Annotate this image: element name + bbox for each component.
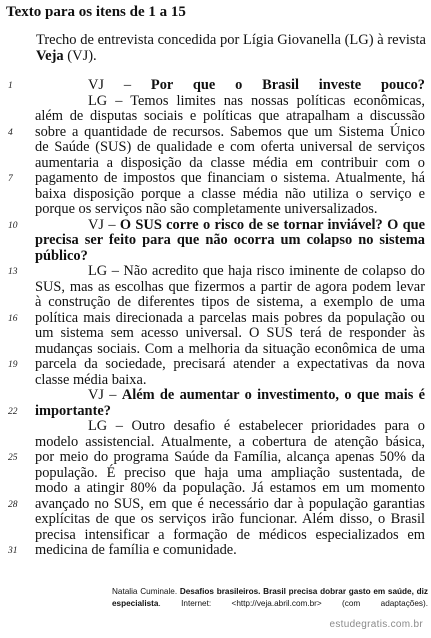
line-text [35, 357, 425, 373]
answer-text: além de disputas sociais e políticas que atrapalham a discussão [35, 108, 425, 124]
line-number: 22 [8, 406, 18, 417]
watermark: estudegratis.com.br [329, 619, 423, 630]
intro-paragraph [36, 32, 426, 64]
text-line [0, 171, 431, 187]
line-text [35, 249, 425, 265]
line-text [35, 140, 425, 156]
text-line [0, 512, 431, 528]
line-number: 25 [8, 453, 18, 463]
line-text [35, 171, 425, 187]
text-line [0, 233, 431, 249]
answer-text: população. É preciso que haja uma ampliação sustentada, de [35, 464, 425, 481]
answer-text: LG – Temos limites nas nossas políticas econômicas, [88, 92, 425, 109]
line-text [35, 404, 425, 420]
answer-text: modo a atingir 80% da população. Já estamos em um momento [35, 480, 425, 496]
line-text [35, 187, 425, 203]
line-text [35, 156, 425, 172]
line-text [35, 109, 425, 125]
text-line [0, 466, 431, 482]
line-text [35, 233, 425, 249]
text-line [0, 202, 431, 218]
source-citation [112, 586, 428, 610]
text-line [0, 497, 431, 513]
answer-text: pagamento de impostos que financiam o sistema. Atualmente, há [35, 170, 425, 186]
answer-text: SUS, mas as escolhas que fizermos a partir de agora podem levar [35, 278, 425, 295]
line-text [35, 326, 425, 342]
line-text [35, 528, 425, 544]
question-text: Além de aumentar o investimento, o que mais é [121, 387, 425, 403]
line-text [35, 481, 425, 497]
line-text [35, 295, 425, 311]
answer-text: precisa intensificar a formação de médicos especializados em [35, 526, 425, 543]
line-text [88, 78, 425, 94]
text-line [0, 404, 431, 420]
answer-text: parcela da sociedade, precisará atender a expectativas da nova [35, 356, 425, 372]
intro-text-end: (VJ). [63, 48, 97, 64]
text-line [0, 280, 431, 296]
answer-text: política mais direcionada a parcelas mais pobres da população ou [35, 309, 425, 326]
intro-text: Trecho de entrevista concedida por Lígia Giovanella (LG) à revista [36, 32, 426, 48]
line-text [35, 280, 425, 296]
answer-text: classe média baixa. [35, 371, 147, 388]
speaker-label: VJ – [88, 387, 122, 403]
magazine-name: Veja [36, 48, 64, 64]
text-line [0, 94, 431, 110]
text-line [0, 326, 431, 342]
answer-text: por meio do programa Saúde da Família, alcança apenas 50% da [35, 449, 425, 465]
line-text [35, 435, 425, 451]
source-title: Desafios brasileiros. Brasil precisa dobrar gasto em saúde, diz especialista [112, 587, 428, 608]
answer-text: medicina de família e comunidade. [35, 542, 237, 558]
answer-text: avançado no SUS, em que é necessário dar à população garantias [35, 495, 425, 512]
text-line [0, 249, 431, 265]
line-text [35, 450, 425, 466]
text-line [0, 543, 431, 559]
line-text [88, 218, 425, 234]
answer-text: LG – Não acredito que haja risco iminente de colapso do [88, 263, 425, 279]
text-line [0, 109, 431, 125]
source-rest: . Internet: <http://veja.abril.com.br> (com adaptações). [158, 599, 428, 608]
question-text: Por que o Brasil investe pouco? [150, 77, 426, 93]
question-text: importante? [35, 402, 111, 419]
line-text [88, 388, 425, 404]
line-text [35, 125, 425, 141]
text-line [0, 342, 431, 358]
answer-text: porque os serviços não são completamente universalizados. [35, 201, 378, 217]
line-text [35, 373, 425, 389]
text-line [0, 435, 431, 451]
line-text [35, 342, 425, 358]
text-line [0, 388, 431, 404]
text-line [0, 187, 431, 203]
text-line [0, 140, 431, 156]
line-number: 13 [8, 267, 18, 277]
line-number: 19 [8, 360, 18, 370]
speaker-label: VJ – [88, 216, 120, 233]
answer-text: modelo assistencial. Atualmente, a cobertura de atenção básica, [35, 433, 425, 450]
text-line [0, 357, 431, 373]
line-text [35, 512, 425, 528]
line-text [35, 466, 425, 482]
text-line [0, 311, 431, 327]
text-line [0, 419, 431, 435]
text-line [0, 481, 431, 497]
question-text: público? [35, 247, 88, 264]
line-text [88, 264, 425, 280]
text-line [0, 218, 431, 234]
line-number: 28 [8, 499, 18, 510]
answer-text: explícitas de que os serviços irão funcionar. Além disso, o Brasil [35, 511, 425, 527]
answer-text: um sistema sem acesso universal. O SUS terá de responder às [35, 325, 425, 341]
line-number: 16 [8, 313, 18, 324]
text-line [0, 156, 431, 172]
answer-text: LG – Outro desafio é estabelecer prioridades para o [88, 418, 425, 434]
interview-text [0, 78, 431, 559]
text-line [0, 373, 431, 389]
question-text: precisa ser feito para que não ocorra um colapso no sistema [35, 232, 425, 248]
text-line [0, 450, 431, 466]
text-line [0, 295, 431, 311]
line-text [35, 543, 425, 559]
answer-text: sobre a quantidade de recursos. Sabemos que um Sistema Único [35, 123, 425, 140]
line-text [35, 202, 425, 218]
line-number: 4 [8, 127, 13, 138]
line-number: 1 [8, 81, 13, 91]
answer-text: mudanças sociais. Com a melhoria da situação econômica de uma [35, 340, 425, 357]
line-text [88, 419, 425, 435]
line-text [35, 497, 425, 513]
speaker-label: VJ – [88, 77, 151, 93]
text-line [0, 125, 431, 141]
answer-text: aumentaria a disposição da classe média em contribuir com o [35, 154, 425, 171]
source-author: Natalia Cuminale. [112, 587, 180, 596]
line-text [35, 311, 425, 327]
question-text: O SUS corre o risco de se tornar inviável? O que [119, 216, 426, 233]
line-text [88, 94, 425, 110]
answer-text: baixa disposição porque a classe média não utiliza o serviço e [35, 185, 425, 202]
line-number: 31 [8, 546, 18, 556]
text-line [0, 264, 431, 280]
text-line [0, 528, 431, 544]
page-title: Texto para os itens de 1 a 15 [6, 4, 186, 20]
answer-text: à construção de diferentes tipos de sistema, a exemplo de uma [35, 294, 425, 310]
text-line [0, 78, 431, 94]
line-number: 7 [8, 174, 13, 184]
line-number: 10 [8, 220, 18, 231]
answer-text: de Saúde (SUS) de qualidade e com oferta universal de serviços [35, 139, 425, 155]
